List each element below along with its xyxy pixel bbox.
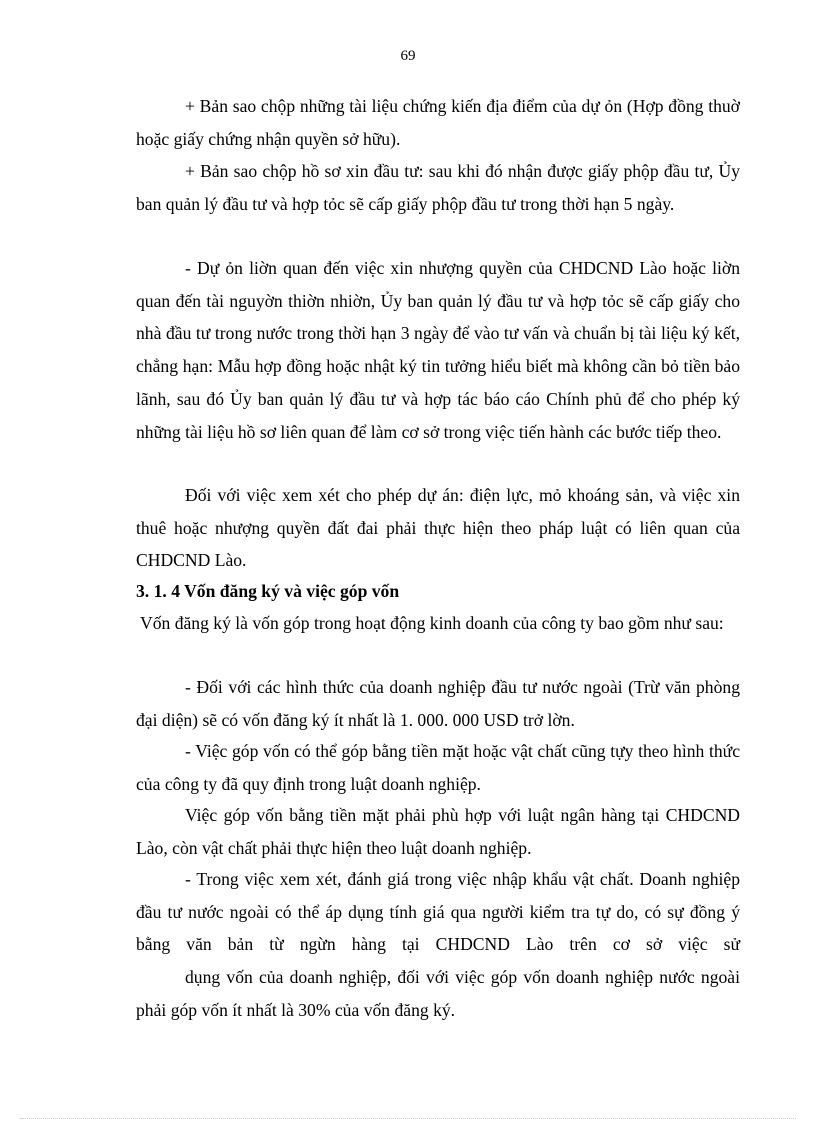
paragraph-capital-contribution-forms: - Việc góp vốn có thể góp bằng tiền mặt hoặc vật chất cũng tựy theo hình thức của công ty đã quy định trong luật doanh nghiệp. <box>136 741 740 794</box>
paragraph-minimum-capital: - Đối với các hình thức của doanh nghiệp đầu tư nước ngoài (Trừ văn phòng đại diện) sẽ có vốn đăng ký ít nhất là 1. 000. 000 USD trở lờn. <box>136 677 740 730</box>
paragraph-copy-location-documents: + Bản sao chộp những tài liệu chứng kiến địa điểm của dự ỏn (Hợp đồng thuờ hoặc giấy chứng nhận quyền sở hữu). <box>136 96 740 149</box>
paragraph-material-valuation: - Trong việc xem xét, đánh giá trong việc nhập khẩu vật chất. Doanh nghiệp đầu tư nước ngoài có thể áp dụng tính giá qua người kiểm tra tự do, có sự đồng ý bằng văn bản từ ngừn hàng tại CHDCND Lào trên cơ sở việc sử <box>136 869 740 955</box>
paragraph-copy-investment-dossier: + Bản sao chộp hồ sơ xin đầu tư: sau khi đó nhận được giấy phộp đầu tư, Ủy ban quản lý đầu tư và hợp tỏc sẽ cấp giấy phộp đầu tư trong thời hạn 5 ngày. <box>136 161 740 214</box>
paragraph-cash-contribution: Việc góp vốn bằng tiền mặt phải phù hợp với luật ngân hàng tại CHDCND Lào, còn vật chất phải thực hiện theo luật doanh nghiệp. <box>136 805 740 858</box>
page-number: 69 <box>400 48 416 64</box>
page-bottom-divider <box>20 1118 796 1119</box>
section-heading: 3. 1. 4 Vốn đăng ký và việc góp vốn <box>136 581 400 601</box>
paragraph-concession-projects: - Dự ỏn liờn quan đến việc xin nhượng quyền của CHDCND Lào hoặc liờn quan đến tài nguyờn thiờn nhiờn, Ủy ban quản lý đầu tư và hợp tỏc sẽ cấp giấy cho nhà đầu tư trong nước trong thời hạn 3 ngày để vào tư vấn và chuẩn bị tài liệu ký kết, chẳng hạn: Mẫu hợp đồng hoặc nhật ký tin tưởng hiểu biết mà không cần bỏ tiền bảo lãnh, sau đó Ủy ban quản lý đầu tư và hợp tác báo cáo Chính phủ để cho phép ký những tài liệu hồ sơ liên quan để làm cơ sở trong việc tiến hành các bước tiếp theo. <box>136 258 740 442</box>
paragraph-foreign-contribution: dụng vốn của doanh nghiệp, đối với việc góp vốn doanh nghiệp nước ngoài phải góp vốn ít nhất là 30% của vốn đăng ký. <box>136 967 740 1020</box>
paragraph-project-approval: Đối với việc xem xét cho phép dự án: điện lực, mỏ khoáng sản, và việc xin thuê hoặc nhượng quyền đất đai phải thực hiện theo pháp luật có liên quan của CHDCND Lào. <box>136 485 740 571</box>
paragraph-registered-capital: Vốn đăng ký là vốn góp trong hoạt động kinh doanh của công ty bao gồm như sau: <box>140 613 724 633</box>
